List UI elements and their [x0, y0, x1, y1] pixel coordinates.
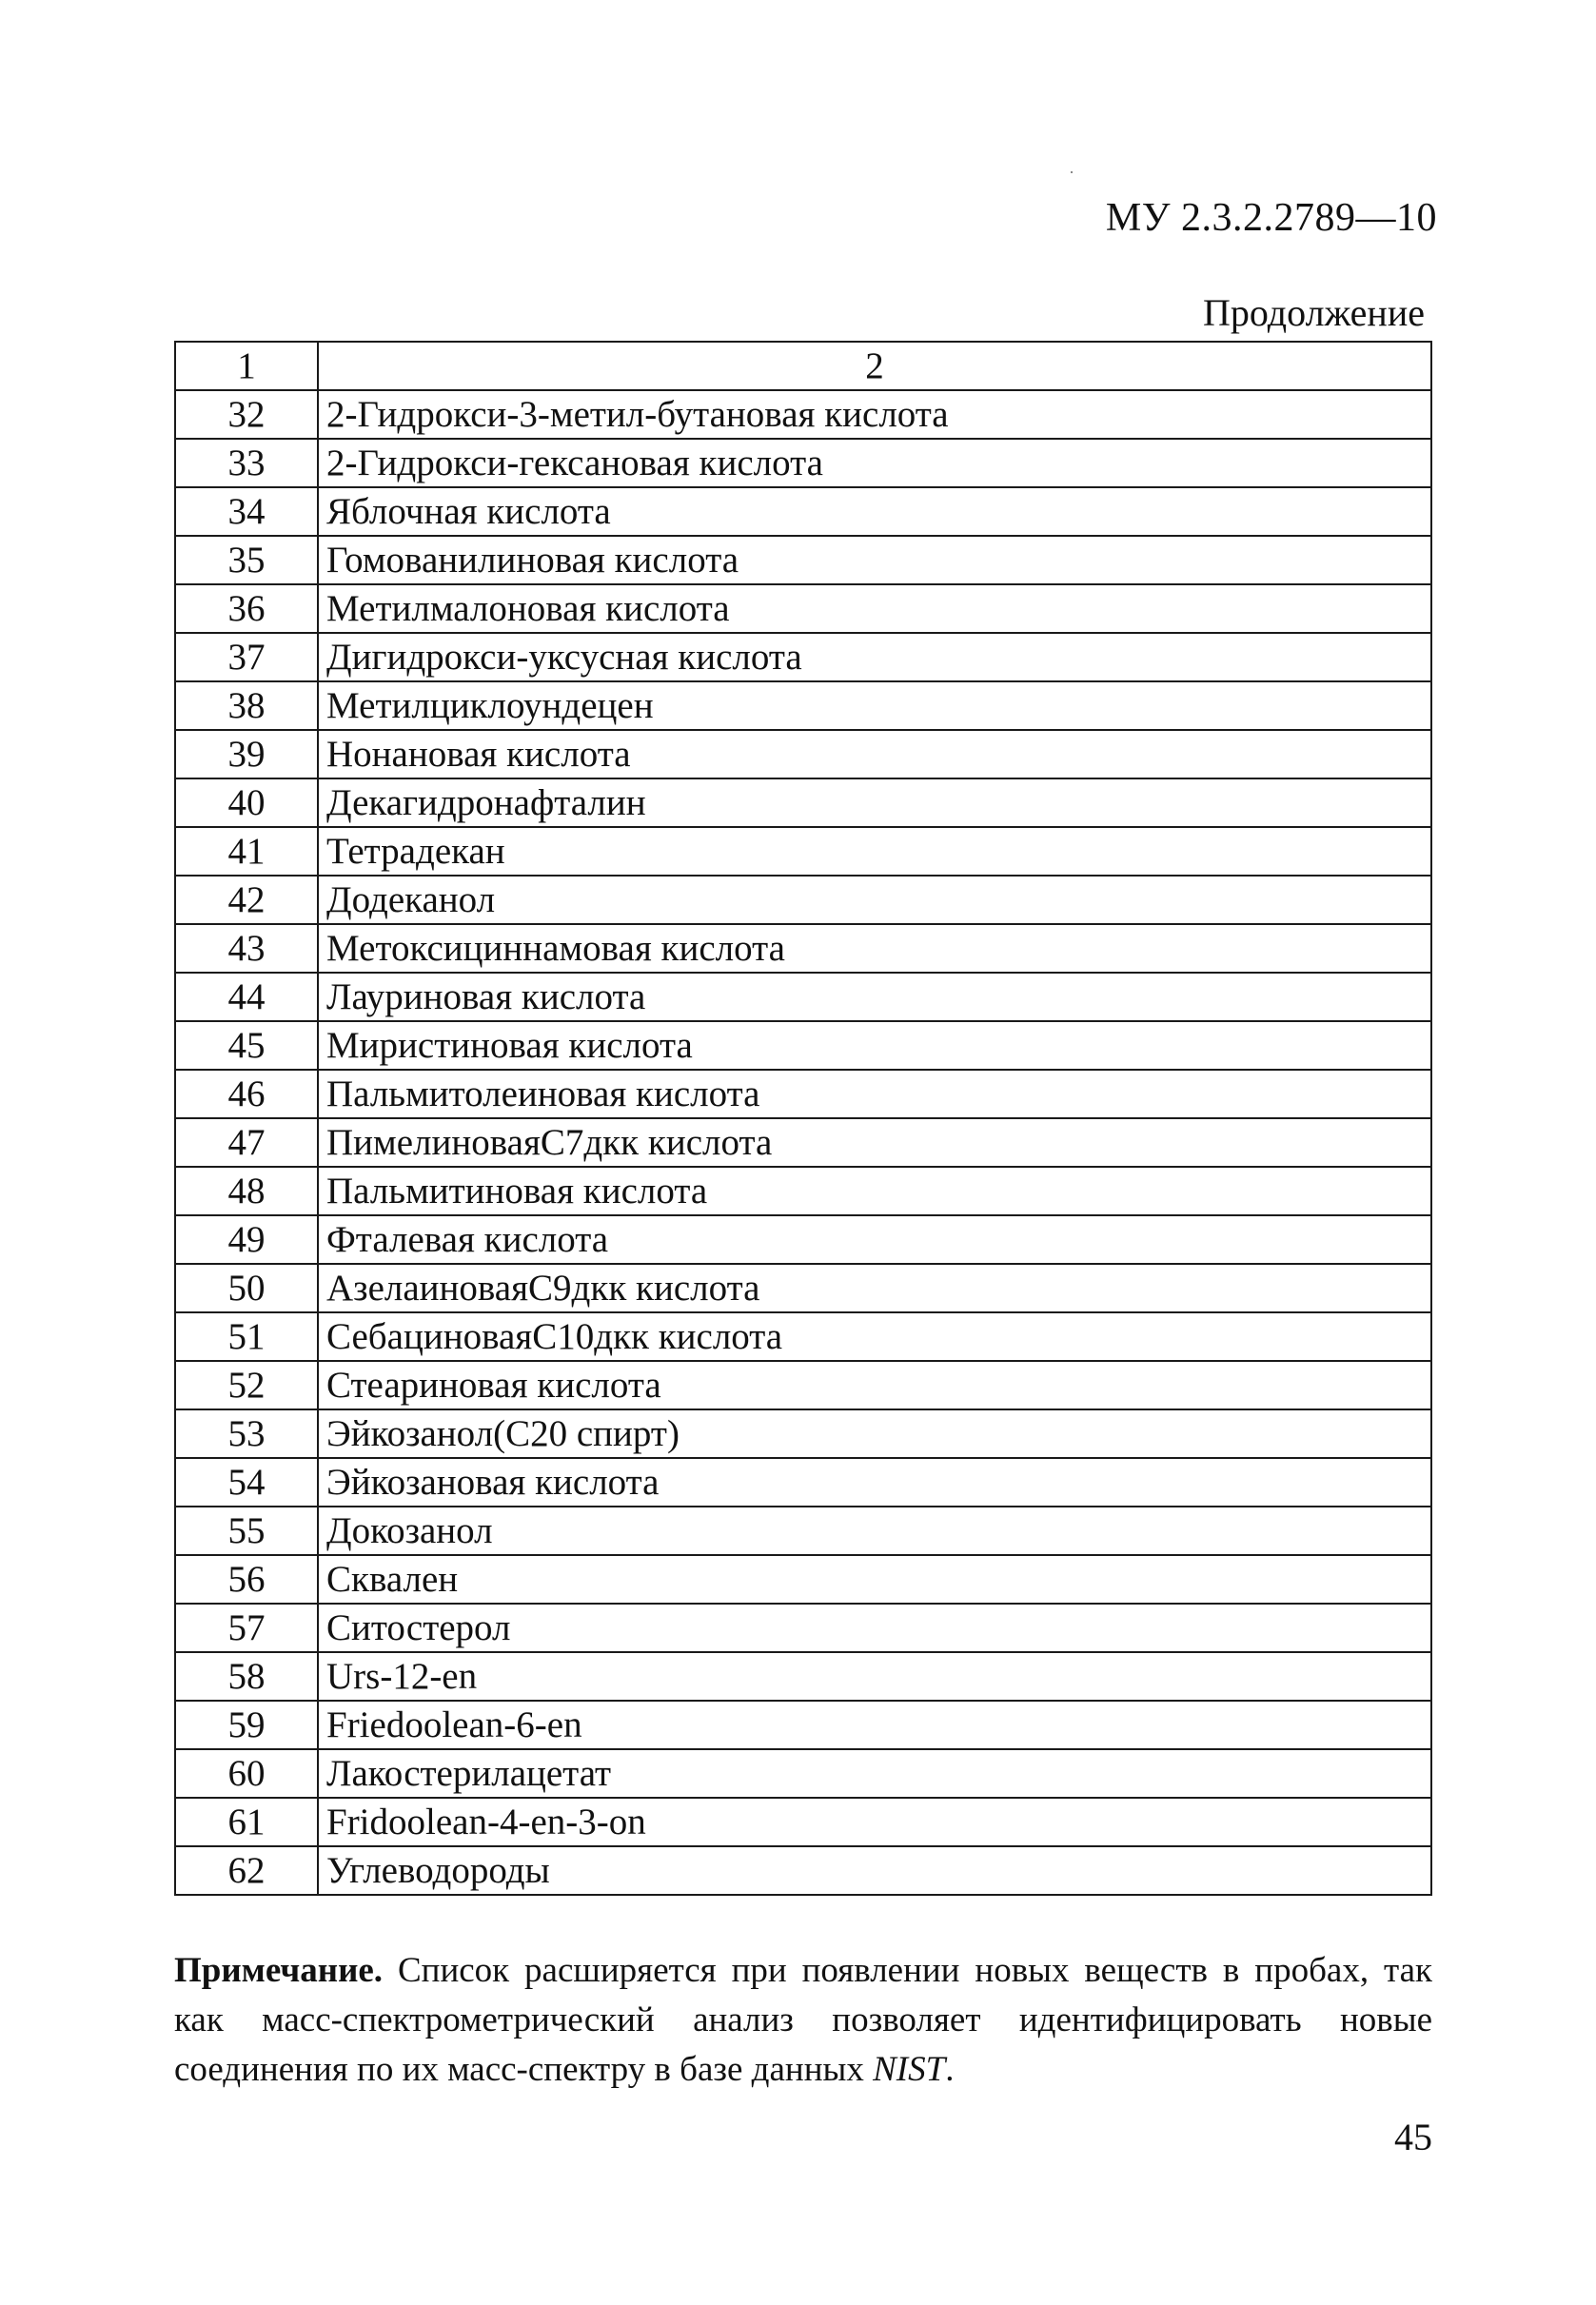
row-number-cell: 36	[175, 584, 318, 633]
table-row	[175, 1021, 1431, 1070]
substance-name-cell: Докозанол	[318, 1507, 1431, 1555]
note-label: Примечание.	[174, 1951, 384, 1990]
table-row	[175, 1507, 1431, 1555]
row-number-cell: 55	[175, 1507, 318, 1555]
substance-name-cell: Fridoolean-4-en-3-on	[318, 1798, 1431, 1846]
substance-name-cell: Метилциклоундецен	[318, 681, 1431, 730]
note-database-name: NIST	[873, 2050, 946, 2089]
table-body	[175, 390, 1431, 1895]
substance-name-cell: Додеканол	[318, 876, 1431, 924]
note-text: Список расширяется при появлении новых веществ в пробах, так как масс-спектрометрический анализ позволяет идентифицировать новые соединения по их масс-спектру в базе данных	[174, 1951, 1432, 2089]
document-code: МУ 2.3.2.2789—10	[1105, 196, 1437, 240]
row-number-cell: 59	[175, 1701, 318, 1749]
table-row	[175, 681, 1431, 730]
substance-name-cell: 2-Гидрокси-гексановая кислота	[318, 439, 1431, 487]
row-number-cell: 45	[175, 1021, 318, 1070]
row-number-cell: 54	[175, 1458, 318, 1507]
table-row	[175, 1652, 1431, 1701]
table-row	[175, 1798, 1431, 1846]
column-header-number: 1	[175, 342, 318, 390]
table-row	[175, 1555, 1431, 1604]
table-row	[175, 973, 1431, 1021]
row-number-cell: 49	[175, 1215, 318, 1264]
row-number-cell: 57	[175, 1604, 318, 1652]
substance-name-cell: Стеариновая кислота	[318, 1361, 1431, 1409]
substance-name-cell: Urs-12-en	[318, 1652, 1431, 1701]
table-row	[175, 778, 1431, 827]
table-row	[175, 1458, 1431, 1507]
note-paragraph	[174, 1946, 1432, 2095]
table-row	[175, 633, 1431, 681]
row-number-cell: 53	[175, 1409, 318, 1458]
table-row	[175, 1118, 1431, 1167]
row-number-cell: 32	[175, 390, 318, 439]
substance-name-cell: Миристиновая кислота	[318, 1021, 1431, 1070]
row-number-cell: 61	[175, 1798, 318, 1846]
table-row	[175, 439, 1431, 487]
row-number-cell: 62	[175, 1846, 318, 1895]
table-row	[175, 536, 1431, 584]
row-number-cell: 50	[175, 1264, 318, 1312]
row-number-cell: 43	[175, 924, 318, 973]
table-row	[175, 1749, 1431, 1798]
row-number-cell: 51	[175, 1312, 318, 1361]
scan-speck	[1071, 171, 1073, 173]
row-number-cell: 38	[175, 681, 318, 730]
table-row	[175, 1264, 1431, 1312]
substance-name-cell: Эйкозановая кислота	[318, 1458, 1431, 1507]
substance-name-cell: Ситостерол	[318, 1604, 1431, 1652]
substance-name-cell: Метилмалоновая кислота	[318, 584, 1431, 633]
substance-name-cell: 2-Гидрокси-3-метил-бутановая кислота	[318, 390, 1431, 439]
substance-name-cell: СебациноваяС10дкк кислота	[318, 1312, 1431, 1361]
substances-table	[174, 341, 1432, 1896]
table-header-row	[175, 342, 1431, 390]
substance-name-cell: АзелаиноваяС9дкк кислота	[318, 1264, 1431, 1312]
row-number-cell: 47	[175, 1118, 318, 1167]
table-row	[175, 1312, 1431, 1361]
substance-name-cell: Friedoolean-6-en	[318, 1701, 1431, 1749]
substance-name-cell: Дигидрокси-уксусная кислота	[318, 633, 1431, 681]
substance-name-cell: Декагидронафталин	[318, 778, 1431, 827]
table-row	[175, 1361, 1431, 1409]
row-number-cell: 60	[175, 1749, 318, 1798]
row-number-cell: 41	[175, 827, 318, 876]
substance-name-cell: Углеводороды	[318, 1846, 1431, 1895]
substance-name-cell: ПимелиноваяС7дкк кислота	[318, 1118, 1431, 1167]
substance-name-cell: Лакостерилацетат	[318, 1749, 1431, 1798]
substance-name-cell: Яблочная кислота	[318, 487, 1431, 536]
substance-name-cell: Метоксициннамовая кислота	[318, 924, 1431, 973]
row-number-cell: 35	[175, 536, 318, 584]
substance-name-cell: Сквален	[318, 1555, 1431, 1604]
column-header-name: 2	[318, 342, 1431, 390]
table-row	[175, 1604, 1431, 1652]
continuation-label: Продолжение	[1203, 291, 1425, 334]
row-number-cell: 56	[175, 1555, 318, 1604]
table-row	[175, 730, 1431, 778]
row-number-cell: 46	[175, 1070, 318, 1118]
table-row	[175, 924, 1431, 973]
substances-table-container	[174, 341, 1432, 1896]
table-row	[175, 1409, 1431, 1458]
row-number-cell: 44	[175, 973, 318, 1021]
table-row	[175, 1701, 1431, 1749]
row-number-cell: 39	[175, 730, 318, 778]
row-number-cell: 58	[175, 1652, 318, 1701]
substance-name-cell: Нонановая кислота	[318, 730, 1431, 778]
table-row	[175, 1167, 1431, 1215]
row-number-cell: 42	[175, 876, 318, 924]
row-number-cell: 33	[175, 439, 318, 487]
substance-name-cell: Лауриновая кислота	[318, 973, 1431, 1021]
table-row	[175, 584, 1431, 633]
substance-name-cell: Эйкозанол(С20 спирт)	[318, 1409, 1431, 1458]
table-row	[175, 1215, 1431, 1264]
table-row	[175, 1846, 1431, 1895]
table-row	[175, 827, 1431, 876]
table-row	[175, 876, 1431, 924]
table-row	[175, 1070, 1431, 1118]
page-number: 45	[1394, 2116, 1432, 2158]
row-number-cell: 34	[175, 487, 318, 536]
substance-name-cell: Гомованилиновая кислота	[318, 536, 1431, 584]
row-number-cell: 48	[175, 1167, 318, 1215]
substance-name-cell: Фталевая кислота	[318, 1215, 1431, 1264]
substance-name-cell: Пальмитиновая кислота	[318, 1167, 1431, 1215]
table-row	[175, 487, 1431, 536]
substance-name-cell: Пальмитолеиновая кислота	[318, 1070, 1431, 1118]
table-row	[175, 390, 1431, 439]
substance-name-cell: Тетрадекан	[318, 827, 1431, 876]
note-text-end: .	[945, 2050, 955, 2089]
row-number-cell: 52	[175, 1361, 318, 1409]
row-number-cell: 40	[175, 778, 318, 827]
row-number-cell: 37	[175, 633, 318, 681]
